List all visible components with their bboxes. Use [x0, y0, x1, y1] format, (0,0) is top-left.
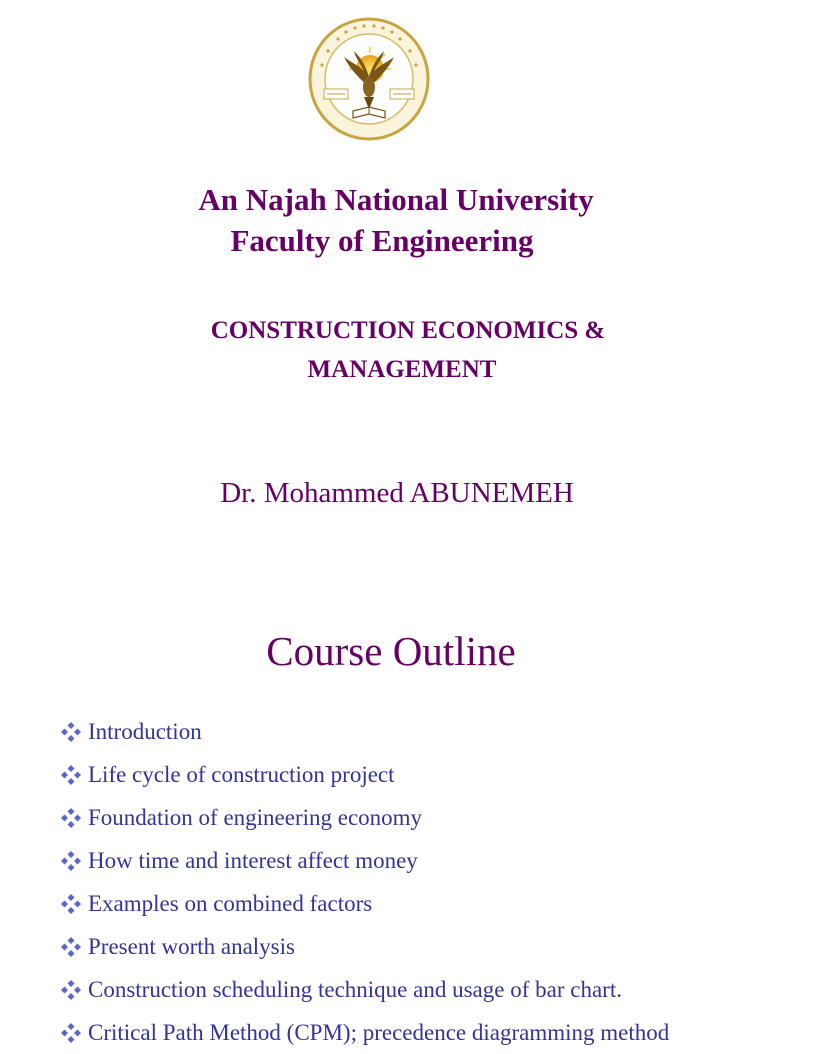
diamond-bullet-icon: [60, 807, 82, 829]
outline-item: [60, 882, 669, 925]
outline-item: [60, 710, 669, 753]
course-title-line-2: MANAGEMENT: [307, 356, 497, 383]
diamond-bullet-icon: [60, 936, 82, 958]
instructor-name: Dr. Mohammed ABUNEMEH: [220, 477, 574, 509]
outline-item-text: How time and interest affect money: [88, 847, 418, 873]
outline-item-text: Foundation of engineering economy: [88, 804, 423, 830]
university-seal-icon: [308, 17, 430, 141]
diamond-bullet-icon: [60, 721, 82, 743]
course-outline-list: [60, 710, 669, 1054]
outline-item-text: Construction scheduling technique and usage of bar chart.: [88, 976, 622, 1002]
course-title-line-1: CONSTRUCTION ECONOMICS &: [210, 317, 606, 344]
outline-item: [60, 925, 669, 968]
outline-item: [60, 1011, 669, 1054]
diamond-bullet-icon: [60, 850, 82, 872]
faculty-name: Faculty of Engineering: [230, 223, 534, 258]
outline-item-text: Introduction: [88, 718, 202, 744]
outline-item-text: Life cycle of construction project: [88, 761, 395, 787]
outline-item: [60, 796, 669, 839]
diamond-bullet-icon: [60, 764, 82, 786]
diamond-bullet-icon: [60, 893, 82, 915]
outline-item-text: Critical Path Method (CPM); precedence diagramming method: [88, 1019, 670, 1045]
outline-item-text: Present worth analysis: [88, 933, 295, 959]
outline-heading: Course Outline: [266, 628, 516, 674]
outline-item: [60, 839, 669, 882]
outline-item: [60, 968, 669, 1011]
outline-item-text: Examples on combined factors: [88, 890, 373, 916]
outline-item: [60, 753, 669, 796]
diamond-bullet-icon: [60, 1022, 82, 1044]
university-name: An Najah National University: [198, 182, 594, 217]
diamond-bullet-icon: [60, 979, 82, 1001]
